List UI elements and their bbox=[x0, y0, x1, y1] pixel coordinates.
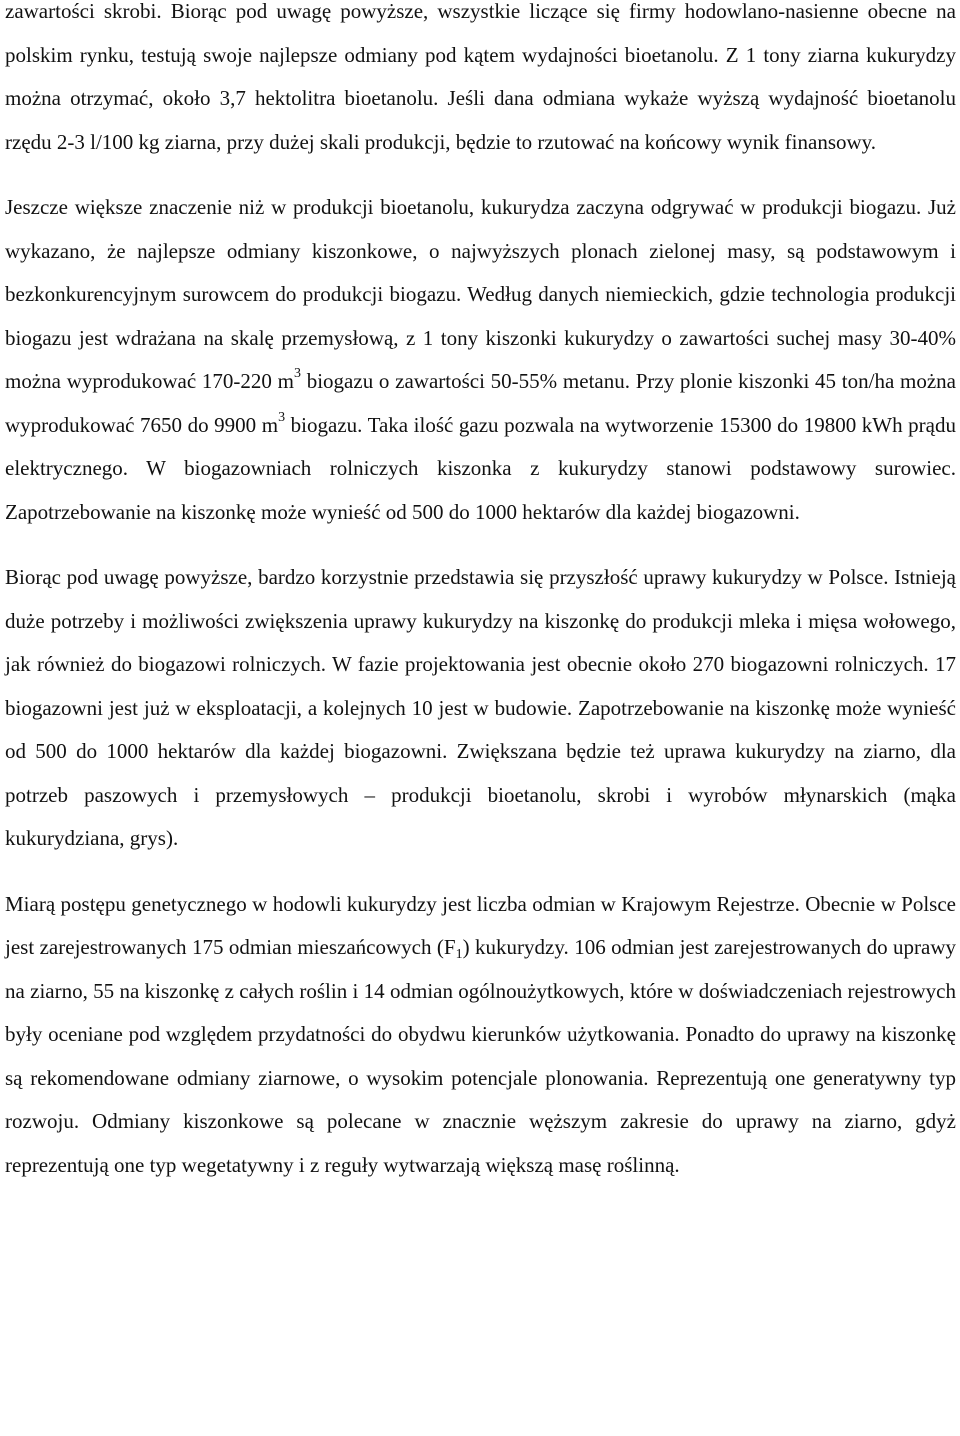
paragraph-text: zawartości skrobi. Biorąc pod uwagę powyższe, wszystkie liczące się firmy hodowlano-nasienne obecne na polskim rynku, testują swoje najlepsze odmiany pod kątem wydajności bioetanolu. Z 1 tony ziarna kukurydzy można otrzymać, około 3,7 hektolitra bioetanolu. Jeśli dana odmiana wykaże wyższą wydajność bioetanolu rzędu 2-3 l/100 kg ziarna, przy dużej skali produkcji, będzie to rzutować na końcowy wynik finansowy. bbox=[5, 0, 956, 154]
paragraph-text: Biorąc pod uwagę powyższe, bardzo korzystnie przedstawia się przyszłość uprawy kukurydzy w Polsce. Istnieją duże potrzeby i możliwości zwiększenia uprawy kukurydzy na kiszonkę do produkcji mleka i mięsa wołowego, jak również do biogazowi rolniczych. W fazie projektowania jest obecnie około 270 biogazowni rolniczych. 17 biogazowni jest już w eksploatacji, a kolejnych 10 jest w budowie. Zapotrzebowanie na kiszonkę może wynieść od 500 do 1000 hektarów dla każdej biogazowni. Zwiększana będzie też uprawa kukurydzy na ziarno, dla potrzeb paszowych i przemysłowych – produkcji bioetanolu, skrobi i wyrobów młynarskich (mąka kukurydziana, grys). bbox=[5, 565, 956, 850]
paragraph-biogas bbox=[5, 186, 956, 534]
paragraph-genetic-progress bbox=[5, 883, 956, 1188]
paragraph-text-part: biogazu o zawartości 50-55% metanu. Przy plonie kiszonki 45 ton/ha można wyprodukować 7650 do 9900 m bbox=[5, 369, 956, 437]
subscript-f1: 1 bbox=[455, 947, 463, 962]
superscript-cubic: 3 bbox=[293, 366, 301, 381]
paragraph-text-part: biogazu. Taka ilość gazu pozwala na wytworzenie 15300 do 19800 kWh prądu elektrycznego. W biogazowniach rolniczych kiszonka z kukurydzy stanowi podstawowy surowiec. Zapotrzebowanie na kiszonkę może wynieść od 500 do 1000 hektarów dla każdej biogazowni. bbox=[5, 412, 956, 524]
paragraph-text-part: Miarą postępu genetycznego w hodowli kukurydzy jest liczba odmian w Krajowym Rejestrze. Obecnie w Polsce jest zarejestrowanych 175 odmian mieszańcowych (F bbox=[5, 891, 956, 959]
paragraph-text-part: Jeszcze większe znaczenie niż w produkcji bioetanolu, kukurydza zaczyna odgrywać w produkcji biogazu. Już wykazano, że najlepsze odmiany kiszonkowe, o najwyższych plonach zielonej masy, są podstawowym i bezkonkurencyjnym surowcem do produkcji biogazu. Według danych niemieckich, gdzie technologia produkcji biogazu jest wdrażana na skalę przemysłową, z 1 tony kiszonki kukurydzy o zawartości suchej masy 30-40% można wyprodukować 170-220 m bbox=[5, 195, 956, 393]
paragraph-future-of-maize bbox=[5, 556, 956, 861]
paragraph-text-part: ) kukurydzy. 106 odmian jest zarejestrowanych do uprawy na ziarno, 55 na kiszonkę z całych roślin i 14 odmian ogólnoużytkowych, które w doświadczeniach rejestrowych były oceniane pod względem przydatności do obydwu kierunków użytkowania. Ponadto do uprawy na kiszonkę są rekomendowane odmiany ziarnowe, o wysokim potencjale plonowania. Reprezentują one generatywny typ rozwoju. Odmiany kiszonkowe są polecane w znacznie węższym zakresie do uprawy na ziarno, gdyż reprezentują one typ wegetatywny i z reguły wytwarzają większą masę roślinną. bbox=[5, 935, 956, 1177]
superscript-cubic: 3 bbox=[278, 409, 286, 425]
paragraph-bioethanol bbox=[5, 0, 956, 164]
